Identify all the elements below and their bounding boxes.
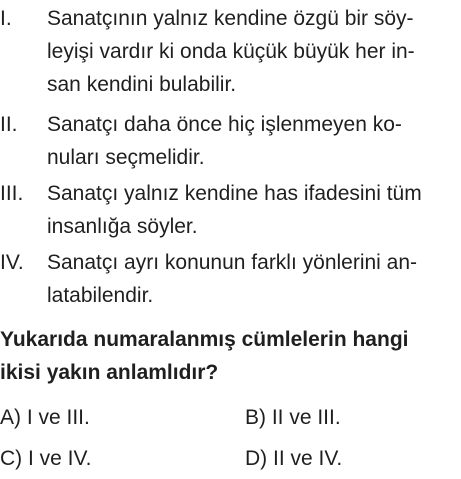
statement-line: nuları seçmelidir.: [47, 146, 205, 169]
option-c[interactable]: C) I ve IV.: [0, 447, 92, 470]
statement-numeral: IV.: [0, 251, 24, 274]
statement-line: Sanatçı daha önce hiç işlenmeyen ko-: [47, 113, 402, 136]
question-line: ikisi yakın anlamlıdır?: [0, 361, 219, 384]
statement-line: latabilendir.: [47, 284, 154, 307]
statement-numeral: II.: [0, 113, 18, 136]
statement-line: san kendini bulabilir.: [47, 73, 237, 96]
question-line: Yukarıda numaralanmış cümlelerin hangi: [0, 328, 409, 351]
statement-line: Sanatçı yalnız kendine has ifadesini tüm: [47, 182, 422, 205]
option-d[interactable]: D) II ve IV.: [245, 447, 343, 470]
statement-line: Sanatçı ayrı konunun farklı yönlerini an-: [47, 251, 418, 274]
statement-numeral: III.: [0, 182, 24, 205]
option-b[interactable]: B) II ve III.: [245, 406, 341, 429]
statement-numeral: I.: [0, 7, 12, 30]
statement-line: leyişi vardır ki onda küçük büyük her in-: [47, 40, 415, 63]
statement-line: Sanatçının yalnız kendine özgü bir söy-: [47, 7, 414, 30]
statement-line: insanlığa söyler.: [47, 215, 198, 238]
option-a[interactable]: A) I ve III.: [0, 406, 90, 429]
